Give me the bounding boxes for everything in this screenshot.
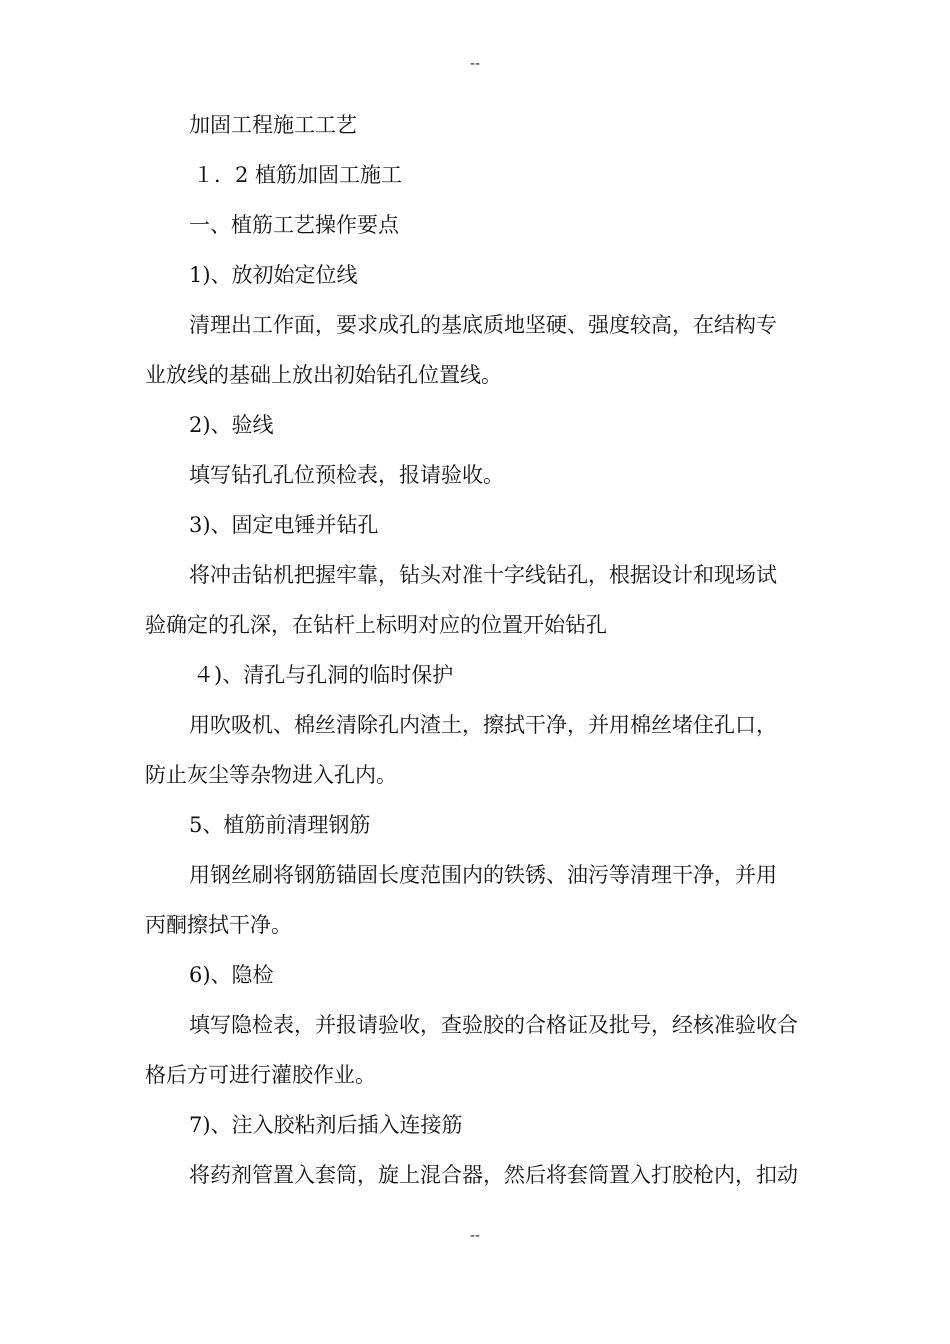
paragraph-line: 业放线的基础上放出初始钻孔位置线。 — [145, 363, 502, 387]
paragraph-line: 将药剂管置入套筒，旋上混合器，然后将套筒置入打胶枪内，扣动 — [189, 1163, 798, 1187]
subsection-title: １．2 植筋加固工施工 — [193, 163, 403, 187]
paragraph-line: 将冲击钻机把握牢靠，钻头对准十字线钻孔，根据设计和现场试 — [189, 563, 777, 587]
step-heading-6: 6)、隐检 — [189, 963, 274, 987]
page-header-marker: -- — [469, 56, 481, 72]
step-heading-3: 3)、固定电锤并钻孔 — [189, 513, 379, 537]
paragraph-line: 验确定的孔深，在钻杆上标明对应的位置开始钻孔 — [145, 613, 607, 637]
paragraph-line: 清理出工作面，要求成孔的基底质地坚硬、强度较高，在结构专 — [189, 313, 777, 337]
paragraph-line: 用钢丝刷将钢筋锚固长度范围内的铁锈、油污等清理干净，并用 — [189, 863, 777, 887]
paragraph-line: 用吹吸机、棉丝清除孔内渣土，擦拭干净，并用棉丝堵住孔口， — [189, 713, 777, 737]
page-footer-marker: -- — [469, 1228, 481, 1244]
paragraph-line: 填写隐检表，并报请验收，查验胶的合格证及批号，经核准验收合 — [189, 1013, 798, 1037]
step-heading-4: ４)、清孔与孔洞的临时保护 — [193, 663, 454, 687]
paragraph-line: 填写钻孔孔位预检表，报请验收。 — [189, 463, 504, 487]
heading-operation-points: 一、植筋工艺操作要点 — [189, 213, 399, 237]
section-title: 加固工程施工工艺 — [189, 113, 357, 137]
step-heading-1: 1)、放初始定位线 — [189, 263, 358, 287]
paragraph-line: 格后方可进行灌胶作业。 — [145, 1063, 376, 1087]
paragraph-line: 丙酮擦拭干净。 — [145, 913, 292, 937]
paragraph-line: 防止灰尘等杂物进入孔内。 — [145, 763, 397, 787]
step-heading-2: 2)、验线 — [189, 413, 274, 437]
step-heading-5: 5、植筋前清理钢筋 — [189, 813, 371, 837]
step-heading-7: 7)、注入胶粘剂后插入连接筋 — [189, 1113, 463, 1137]
document-body — [145, 100, 810, 1200]
